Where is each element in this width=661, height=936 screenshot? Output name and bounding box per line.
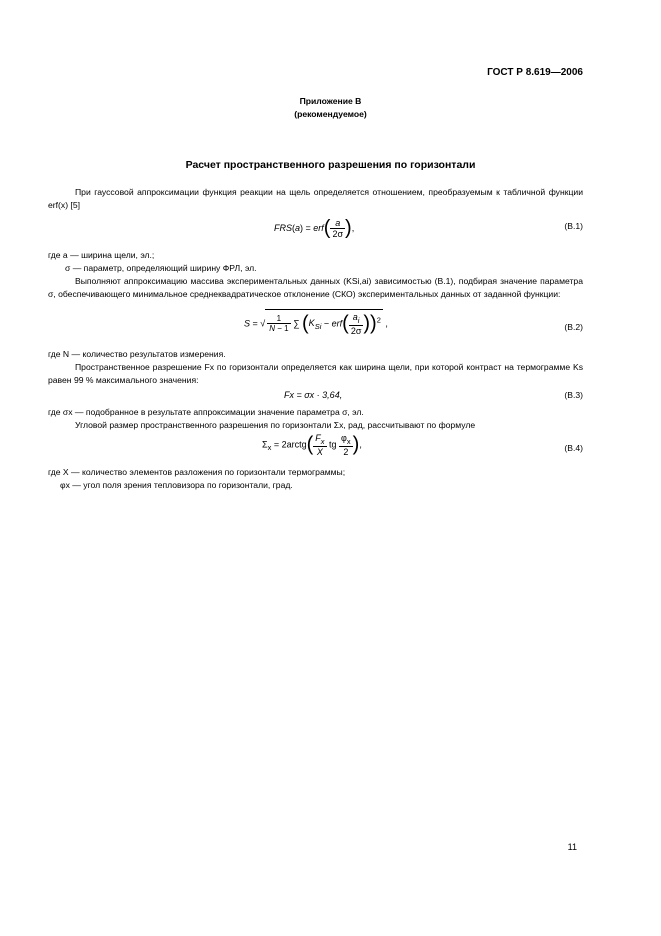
appendix-subtitle: (рекомендуемое) (294, 109, 367, 119)
where-n: где N — количество результатов измерения. (48, 349, 226, 359)
equation-b2-number: (В.2) (564, 322, 583, 332)
where-a: где a — ширина щели, эл.; (48, 250, 155, 260)
equation-b1: FRS(a) = erf( $\frac{a}{2\sigma}$ ), (274, 217, 355, 239)
where-sigma: σ — параметр, определяющий ширину ФРЛ, эл. (65, 263, 257, 273)
page-number: 11 (567, 842, 577, 852)
where-sigma-x: где σx — подобранное в результате аппроксимации значение параметра σ, эл. (48, 407, 364, 417)
paragraph-4: Угловой размер пространственного разрешения по горизонтали Σx, рад, рассчитывают по формуле (75, 420, 476, 430)
equation-b4: $\Sigma_x$ = 2arctg( $\frac{F_x}{X}$ tg $\frac{\varphi_x}{2}$ ), (262, 433, 362, 457)
where-x: где X — количество элементов разложения по горизонтали термограммы; (48, 467, 346, 477)
equation-b2: S = √ $\frac{1}{N - 1}$ ∑ ($K_{Si} - erf$( $\frac{a_i}{2\sigma}$ ))$^2$ , (244, 309, 388, 336)
paragraph-3: Пространственное разрешение Fx по горизонтали определяется как ширина щели, при которой контраст на термограмме Ks равен 99 % максимального значения: (48, 362, 583, 385)
paragraph-2: Выполняют аппроксимацию массива экспериментальных данных (KSi,ai) зависимостью (В.1), подбирая значение параметра σ, обеспечивающего минимальное среднеквадратическое отклонение (СКО) экспериментальных данных от заданной функции: (48, 276, 583, 299)
standard-number: ГОСТ Р 8.619—2006 (487, 67, 583, 78)
equation-b4-number: (В.4) (564, 443, 583, 453)
where-phi: φx — угол поля зрения тепловизора по горизонтали, град. (60, 480, 293, 490)
equation-b3-number: (В.3) (564, 390, 583, 400)
section-title: Расчет пространственного разрешения по горизонтали (185, 159, 476, 171)
equation-b1-number: (В.1) (564, 221, 583, 231)
paragraph-1: При гауссовой аппроксимации функция реакции на щель определяется отношением, преобразуемым к табличной функции erf(x) [5] (48, 187, 583, 210)
appendix-title: Приложение В (299, 96, 362, 106)
equation-b3: Fx = σx · 3,64, (284, 390, 343, 400)
